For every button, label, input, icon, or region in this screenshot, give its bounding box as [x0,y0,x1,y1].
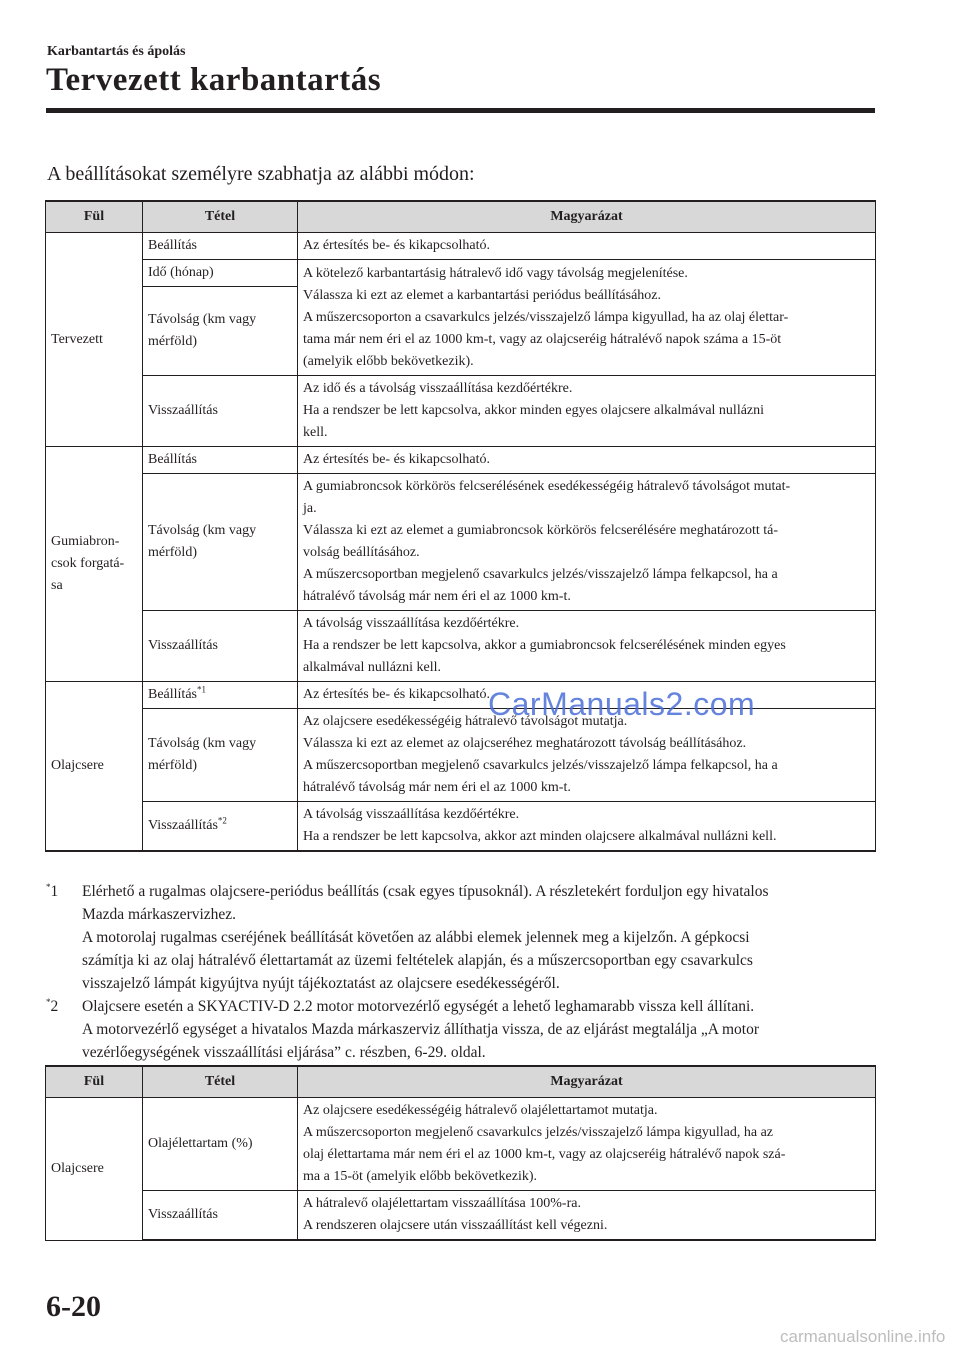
table-row [46,1191,876,1241]
footnote-mark: *1 [46,881,59,900]
intro-text: A beállításokat személyre szabhatja az alábbi módon: [47,163,475,185]
item-cell: Beállítás [143,233,298,260]
page-number: 6-20 [46,1290,101,1323]
table-row [46,474,876,611]
footnote-mark: *2 [46,996,59,1015]
header-explanation: Magyarázat [298,201,876,233]
explanation-cell: Az olajcsere esedékességéig hátralevő távolságot mutatja. Válassza ki ezt az elemet az olajcseréhez meghatározott távolság beállításához. A műszercsoportban megjelenő csavarkulcs jelzés/visszajelző lámpa felkapcsol, ha a hátralévő távolság már nem éri el az 1000 km-t. [298,709,876,802]
item-cell: Visszaállítás [143,1191,298,1241]
tab-cell: Olajcsere [46,1098,143,1241]
site-footer: carmanualsonline.info [780,1327,946,1346]
title-rule [46,108,875,113]
table-row [46,233,876,260]
footnotes [46,880,876,1064]
item-cell: Távolság (km vagy mérföld) [143,709,298,802]
item-label: Beállítás [148,687,197,702]
item-cell: Távolság (km vagy mérföld) [143,474,298,611]
item-cell: Beállítás [143,447,298,474]
table-row [46,260,876,287]
footnote-ref: *1 [197,684,206,695]
item-cell: Olajélettartam (%) [143,1098,298,1191]
oil-life-table [45,1065,876,1241]
header-item: Tétel [143,1066,298,1098]
table-row [46,611,876,682]
header-item: Tétel [143,201,298,233]
explanation-cell: A távolság visszaállítása kezdőértékre. Ha a rendszer be lett kapcsolva, akkor a gumiabroncsok felcserélésének minden egyes alkalmával nullázni kell. [298,611,876,682]
header-explanation: Magyarázat [298,1066,876,1098]
section-label: Karbantartás és ápolás [47,44,186,59]
explanation-cell: A gumiabroncsok körkörös felcserélésének esedékességéig hátralevő távolságot mutat- ja. Válassza ki ezt az elemet a gumiabroncsok körkörös felcserélésére meghatározott tá- volság beállításához. A műszercsoportban megjelenő csavarkulcs jelzés/visszajelző lámpa felkapcsol, ha a hátralévő távolság már nem éri el az 1000 km-t. [298,474,876,611]
footnote-text: Elérhető a rugalmas olajcsere-periódus beállítás (csak egyes típusoknál). A részletekért forduljon egy hivatalos Mazda márkaszervizhez. A motorolaj rugalmas cseréjének beállítását követően az alábbi elemek jelennek meg a kijelzőn. A gépkocsi számítja ki az olaj hátralévő élettartamát az üzemi feltételek alapján, és a műszercsoportban egy csavarkulcs visszajelző lámpát kigyújtva nyújt tájékoztatást az olajcsere esedékességéről. [82,883,769,992]
item-cell [143,682,298,709]
header-tab: Fül [46,201,143,233]
explanation-cell: A távolság visszaállítása kezdőértékre. Ha a rendszer be lett kapcsolva, akkor azt minden olajcsere alkalmával nullázni kell. [298,802,876,852]
explanation-cell: Az értesítés be- és kikapcsolható. [298,447,876,474]
table-row [46,376,876,447]
tab-cell: Olajcsere [46,682,143,852]
footnote-text: Olajcsere esetén a SKYACTIV-D 2.2 motor motorvezérlő egységét a lehető leghamarabb vissza kell állítani. A motorvezérlő egységet a hivatalos Mazda márkaszerviz állíthatja vissza, de az eljárást megtalálja „A motor vezérlőegységének visszaállítási eljárása” c. részben, 6-29. oldal. [82,998,759,1061]
explanation-cell: Az idő és a távolság visszaállítása kezdőértékre. Ha a rendszer be lett kapcsolva, akkor minden egyes olajcsere alkalmával nullázni kell. [298,376,876,447]
explanation-cell: A kötelező karbantartásig hátralevő idő vagy távolság megjelenítése. Válassza ki ezt az elemet a karbantartási periódus beállításához. A műszercsoporton a csavarkulcs jelzés/visszajelző lámpa kigyullad, ha az olaj élettar- tama már nem éri el az 1000 km-t, vagy az olajcseréig hátralévő napok száma a 15-öt (amelyik előbb bekövetkezik). [298,260,876,376]
tab-cell: Tervezett [46,233,143,447]
item-cell: Idő (hónap) [143,260,298,287]
item-label: Visszaállítás [148,818,218,833]
explanation-cell: Az értesítés be- és kikapcsolható. [298,682,876,709]
header-tab: Fül [46,1066,143,1098]
explanation-cell: Az olajcsere esedékességéig hátralevő olajélettartamot mutatja. A műszercsoporton megjelenő csavarkulcs jelzés/visszajelző lámpa kigyullad, ha az olaj élettartama már nem éri el az 1000 km-t, vagy az olajcseréig hátralévő napok szá- ma a 15-öt (amelyik előbb bekövetkezik). [298,1098,876,1191]
page-title: Tervezett karbantartás [46,62,382,98]
item-cell [143,802,298,852]
footnote-ref: *2 [217,815,227,826]
settings-table [45,200,876,852]
footnote-2 [46,995,876,1064]
item-cell: Visszaállítás [143,611,298,682]
table-row [46,1098,876,1191]
table-row [46,802,876,852]
item-cell: Visszaállítás [143,376,298,447]
table-row [46,447,876,474]
explanation-cell: A hátralevő olajélettartam visszaállítása 100%-ra. A rendszeren olajcsere után visszaállítást kell végezni. [298,1191,876,1241]
explanation-cell: Az értesítés be- és kikapcsolható. [298,233,876,260]
item-cell: Távolság (km vagy mérföld) [143,287,298,376]
footnote-1 [46,880,876,995]
tab-cell: Gumiabron- csok forgatá- sa [46,447,143,682]
watermark: CarManuals2.com [488,686,756,722]
